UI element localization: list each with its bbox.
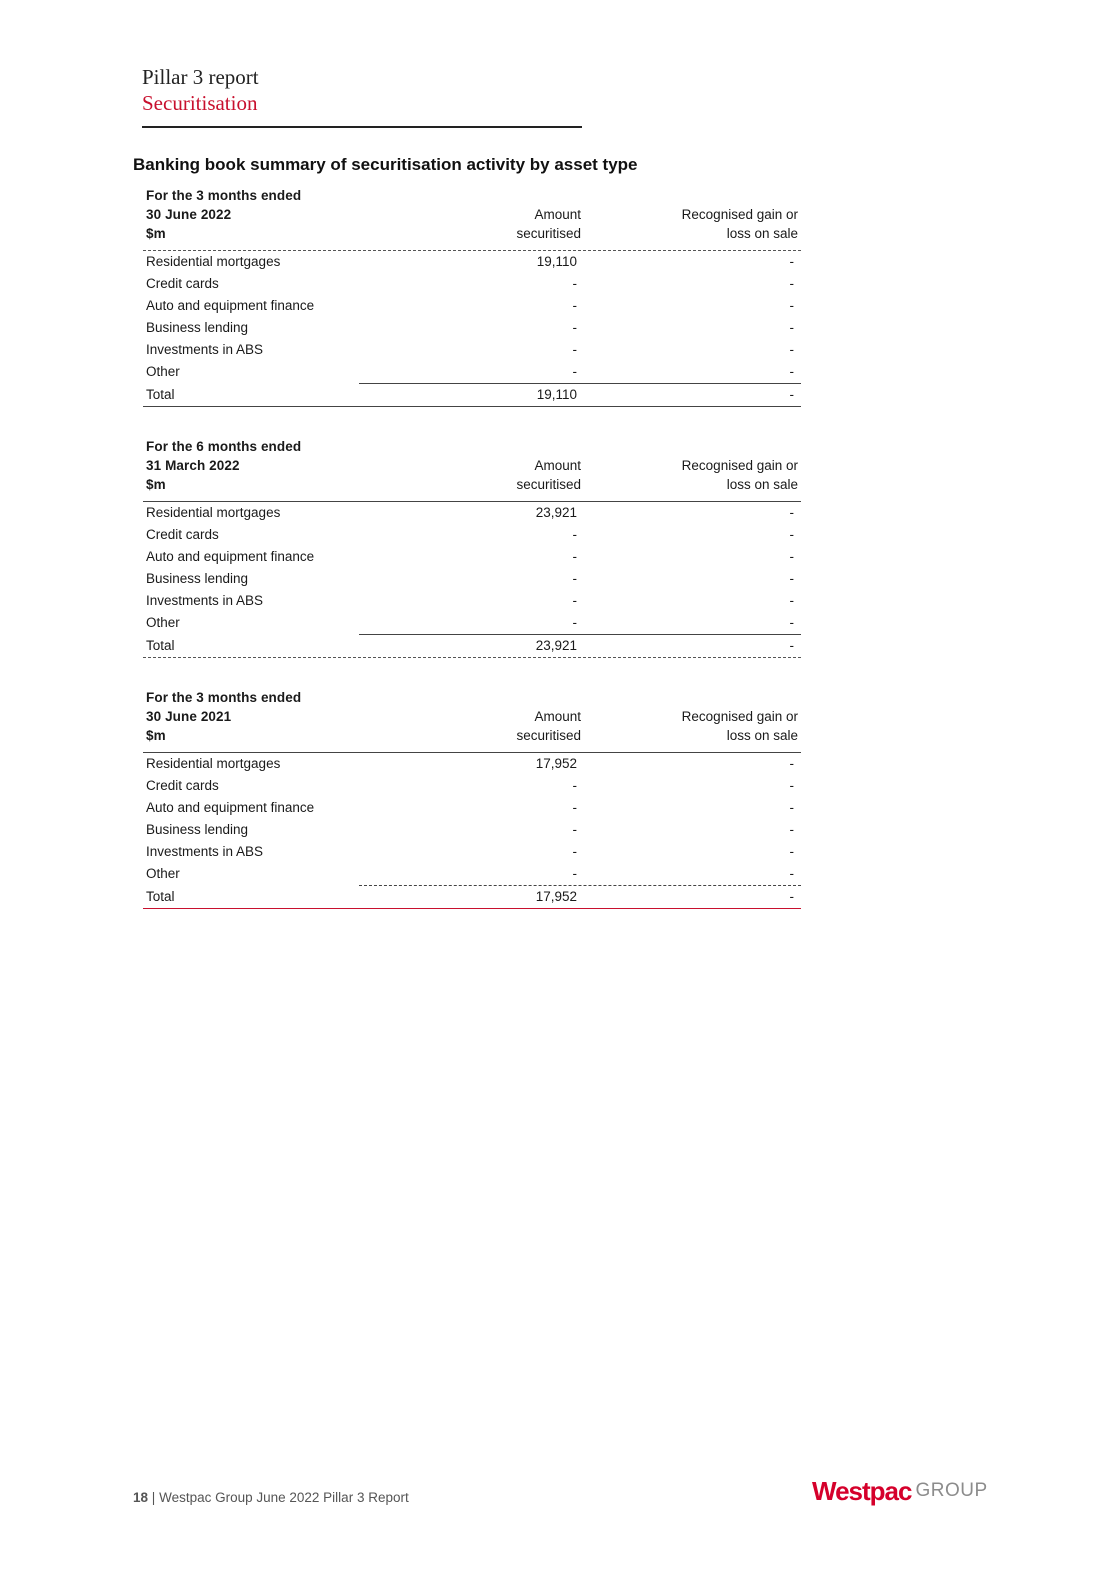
table-row: Business lending - - — [146, 571, 794, 586]
header-rule — [142, 126, 582, 128]
securitisation-table-h1-2022 — [143, 437, 801, 658]
table-row: Credit cards - - — [146, 527, 794, 542]
table-end-rule — [143, 657, 801, 658]
table-row: Credit cards - - — [146, 276, 794, 291]
logo-wordmark: Westpac — [812, 1475, 912, 1506]
page-number: 18 — [133, 1490, 149, 1505]
footer-separator: | — [151, 1490, 156, 1505]
unit-label: $m — [146, 226, 166, 241]
period-line-2: 31 March 2022 — [146, 458, 240, 473]
period-line-1: For the 3 months ended — [146, 690, 302, 705]
unit-label: $m — [146, 728, 166, 743]
table-row: Auto and equipment finance - - — [146, 549, 794, 564]
unit-label: $m — [146, 477, 166, 492]
table-end-rule — [143, 908, 801, 909]
securitisation-table-q2-2022 — [143, 186, 801, 407]
page-header — [142, 64, 580, 128]
table-row: Other - - — [146, 615, 794, 630]
logo-group-text: GROUP — [915, 1480, 988, 1501]
table-row: Residential mortgages 23,921 - — [146, 505, 794, 520]
footer-text: Westpac Group June 2022 Pillar 3 Report — [159, 1490, 409, 1505]
amount-column-header: Amount securitised — [516, 207, 581, 241]
table-row: Residential mortgages 19,110 - — [146, 254, 794, 269]
westpac-group-logo — [812, 1476, 988, 1506]
table-row: Residential mortgages 17,952 - — [146, 756, 794, 771]
table-row: Other - - — [146, 866, 794, 881]
main-title: Banking book summary of securitisation activity by asset type — [133, 155, 638, 174]
table-row: Investments in ABS - - — [146, 342, 794, 357]
table-row: Other - - — [146, 364, 794, 379]
total-row: Total 23,921 - — [146, 638, 794, 653]
period-line-2: 30 June 2022 — [146, 207, 232, 222]
table-header — [143, 688, 801, 752]
table-row: Auto and equipment finance - - — [146, 298, 794, 313]
gain-column-header: Recognised gain or loss on sale — [681, 458, 798, 492]
gain-column-header: Recognised gain or loss on sale — [681, 709, 798, 743]
document-title: Pillar 3 report — [142, 65, 259, 89]
amount-column-header: Amount securitised — [516, 709, 581, 743]
period-line-1: For the 3 months ended — [146, 188, 302, 203]
table-header — [143, 437, 801, 501]
total-row: Total 19,110 - — [146, 387, 794, 402]
table-row: Credit cards - - — [146, 778, 794, 793]
gain-column-header: Recognised gain or loss on sale — [681, 207, 798, 241]
total-row: Total 17,952 - — [146, 889, 794, 904]
period-line-2: 30 June 2021 — [146, 709, 232, 724]
page-footer — [133, 1490, 409, 1505]
table-end-rule — [143, 406, 801, 407]
amount-column-header: Amount securitised — [516, 458, 581, 492]
section-title: Securitisation — [142, 91, 258, 115]
table-row: Investments in ABS - - — [146, 844, 794, 859]
table-row: Auto and equipment finance - - — [146, 800, 794, 815]
period-line-1: For the 6 months ended — [146, 439, 302, 454]
table-header — [143, 186, 801, 250]
securitisation-table-q2-2021 — [143, 688, 801, 909]
table-row: Business lending - - — [146, 320, 794, 335]
table-row: Investments in ABS - - — [146, 593, 794, 608]
table-row: Business lending - - — [146, 822, 794, 837]
